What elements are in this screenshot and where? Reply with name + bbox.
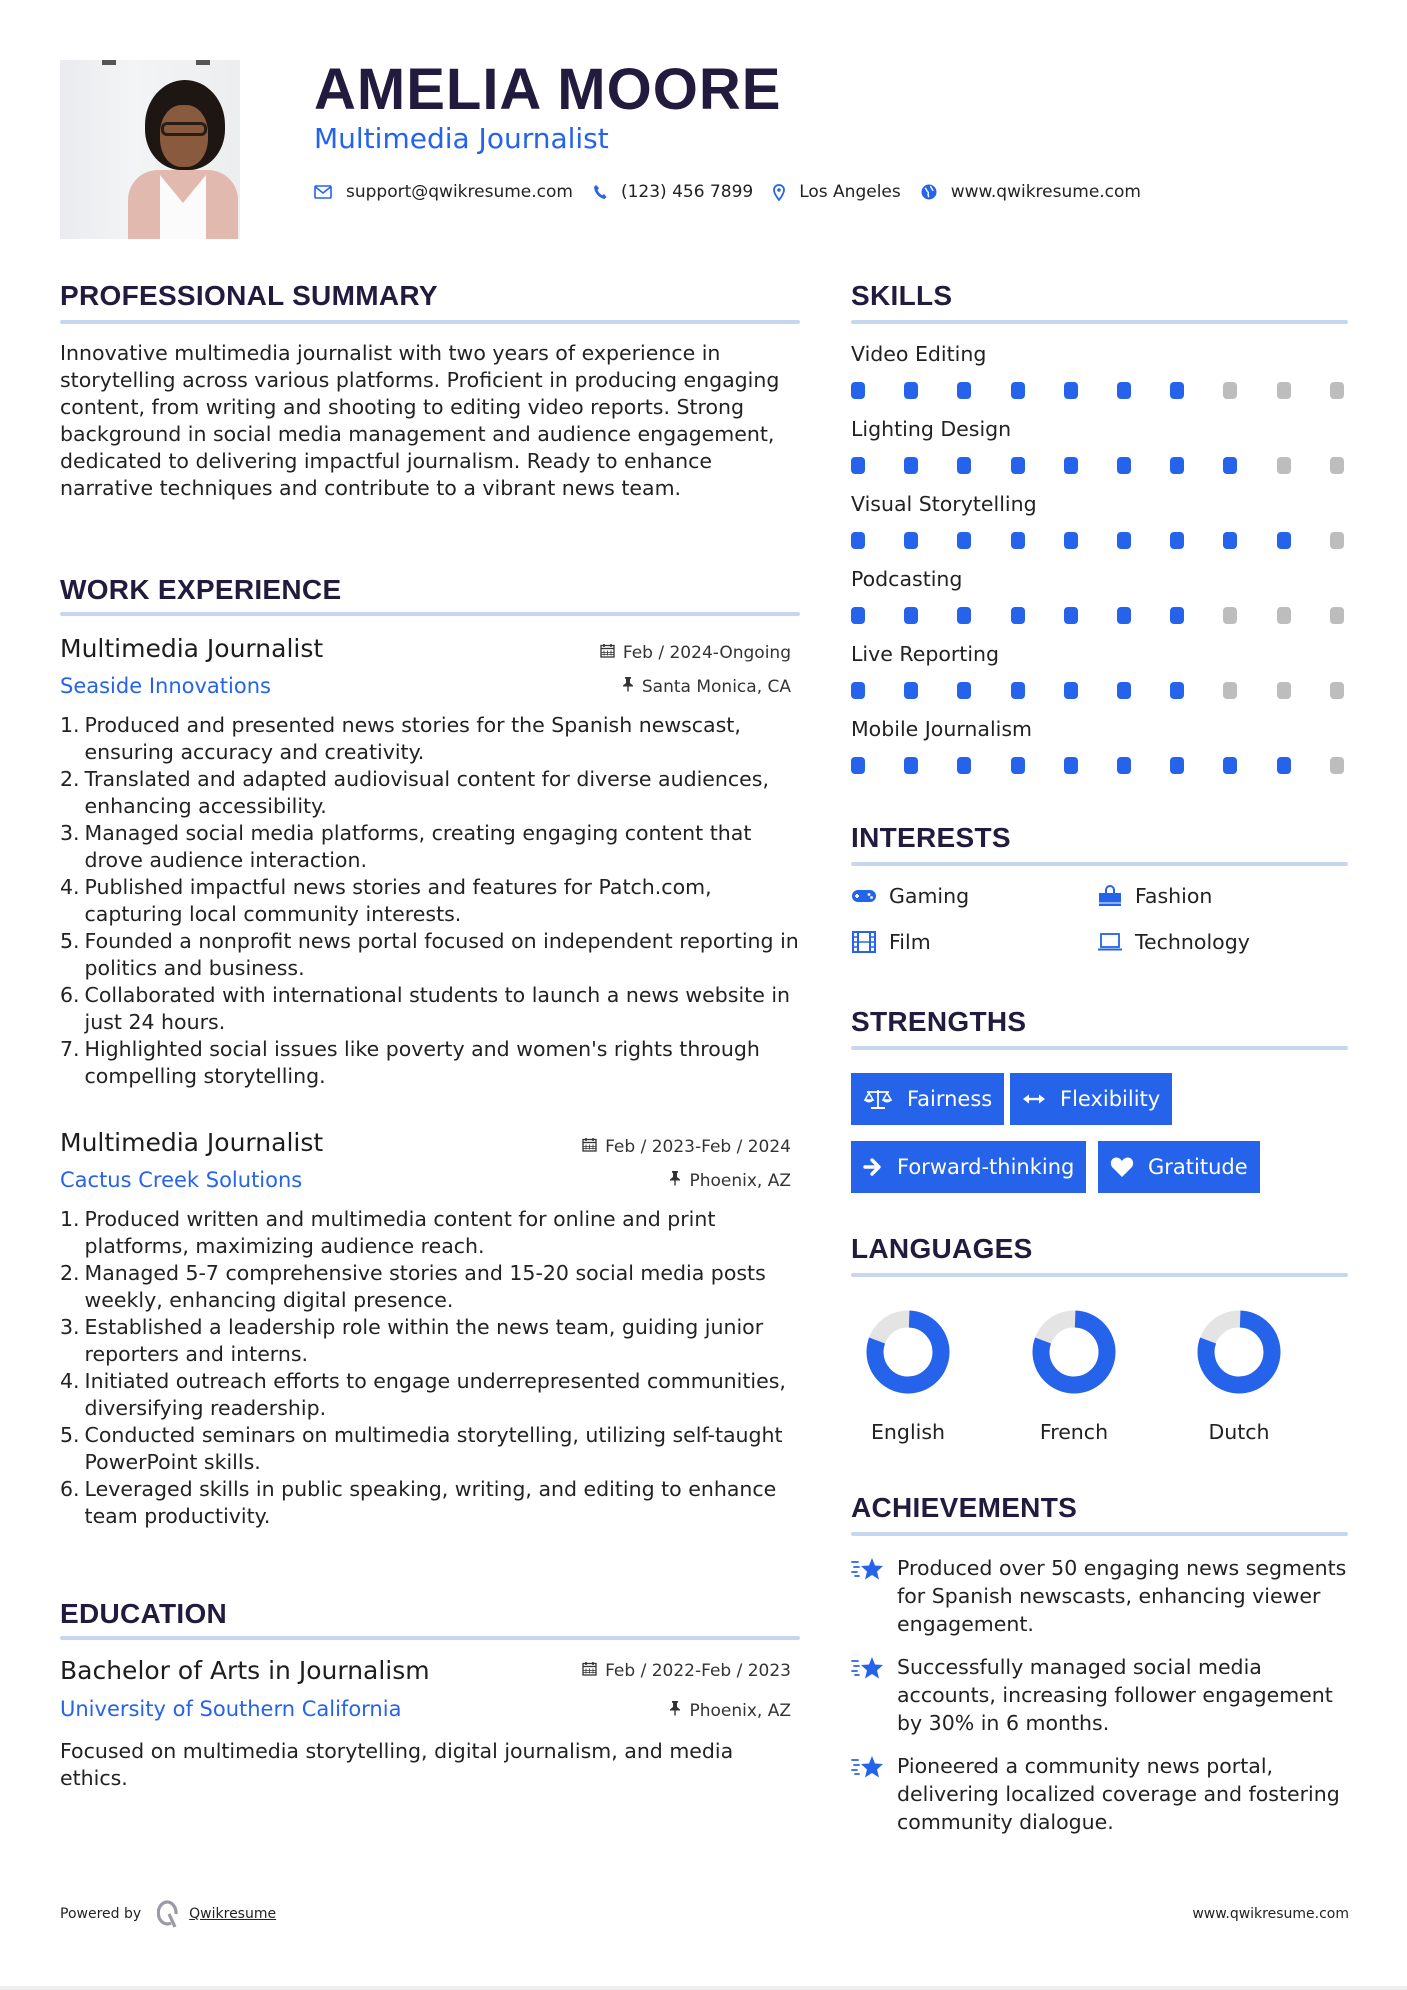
rating-dot-filled (1064, 607, 1078, 624)
contact-bar (314, 180, 1161, 204)
arrow-right-icon (863, 1157, 883, 1177)
rating-dot-filled (851, 532, 865, 549)
heart-icon (1110, 1156, 1134, 1178)
language-label: English (870, 1420, 946, 1444)
list-item: 6. Leveraged skills in public speaking, writing, and editing to enhance team productivity. (60, 1477, 777, 1528)
language-donut-chart (1197, 1310, 1281, 1394)
section-title-strengths: STRENGTHS (851, 1006, 1027, 1037)
rating-dot-filled (904, 757, 918, 774)
contact-phone[interactable]: (123) 456 7899 (593, 182, 753, 202)
company-name: Seaside Innovations (60, 674, 271, 698)
job-title: Multimedia Journalist (60, 1128, 324, 1157)
section-divider (60, 612, 800, 616)
section-divider (60, 320, 800, 324)
skill-label: Live Reporting (851, 642, 1000, 666)
rating-dot-filled (1170, 607, 1184, 624)
rating-dot-filled (1223, 532, 1237, 549)
arrows-horizontal-icon (1022, 1092, 1046, 1106)
laptop-icon (1097, 931, 1123, 953)
achievement-item (851, 1653, 1351, 1737)
interest-fashion: Fashion (1097, 884, 1212, 908)
skill-rating (851, 607, 1351, 623)
skill-rating (851, 757, 1351, 773)
rating-dot-filled (1011, 757, 1025, 774)
qwikresume-logo-icon (157, 1900, 179, 1928)
rating-dot-filled (1011, 382, 1025, 399)
rating-dot-empty (1330, 532, 1344, 549)
skill-label: Video Editing (851, 342, 987, 366)
rating-dot-empty (1277, 607, 1291, 624)
skill-label: Podcasting (851, 567, 963, 591)
rating-dot-filled (1064, 532, 1078, 549)
job-location: Santa Monica, CA (622, 676, 791, 698)
list-item: 1. Produced written and multimedia content for online and print platforms, maximizing audience reach. (60, 1207, 716, 1258)
rating-dot-filled (1011, 682, 1025, 699)
rating-dot-empty (1277, 457, 1291, 474)
rating-dot-filled (957, 682, 971, 699)
section-divider (60, 1636, 800, 1640)
language-item (1024, 1310, 1124, 1444)
rating-dot-filled (1117, 457, 1131, 474)
language-donut-chart (1032, 1310, 1116, 1394)
list-item: 2. Managed 5-7 comprehensive stories and 15-20 social media posts weekly, enhancing digital presence. (60, 1261, 766, 1312)
rating-dot-empty (1223, 607, 1237, 624)
rating-dot-filled (1117, 682, 1131, 699)
rating-dot-filled (851, 682, 865, 699)
job-duties-list (60, 712, 800, 1090)
section-divider (851, 1273, 1348, 1277)
school-name: University of Southern California (60, 1697, 402, 1721)
language-donut-chart (866, 1310, 950, 1394)
language-label: French (1039, 1420, 1109, 1444)
section-title-achievements: ACHIEVEMENTS (851, 1492, 1078, 1523)
interest-gaming: Gaming (851, 884, 969, 908)
contact-email[interactable]: support@qwikresume.com (314, 182, 573, 202)
job-duties-list (60, 1206, 800, 1530)
list-item: 4. Published impactful news stories and features for Patch.com, capturing local community interests. (60, 875, 712, 926)
rating-dot-filled (1223, 457, 1237, 474)
rating-dot-empty (1330, 682, 1344, 699)
degree-title: Bachelor of Arts in Journalism (60, 1656, 430, 1685)
skill-rating (851, 457, 1351, 473)
section-divider (851, 1532, 1348, 1536)
language-label: Dutch (1208, 1420, 1270, 1444)
envelope-icon (314, 185, 332, 199)
rating-dot-empty (1330, 382, 1344, 399)
rating-dot-filled (1064, 757, 1078, 774)
rating-dot-filled (904, 532, 918, 549)
job-location: Phoenix, AZ (669, 1170, 791, 1192)
rating-dot-filled (1117, 757, 1131, 774)
film-icon (851, 931, 877, 953)
rating-dot-filled (904, 682, 918, 699)
section-title-languages: LANGUAGES (851, 1233, 1033, 1264)
list-item: 3. Established a leadership role within the news team, guiding junior reporters and interns. (60, 1315, 764, 1366)
rating-dot-empty (1223, 682, 1237, 699)
list-item: 5. Founded a nonprofit news portal focused on independent reporting in politics and business. (60, 929, 799, 980)
rating-dot-empty (1223, 382, 1237, 399)
rating-dot-filled (851, 382, 865, 399)
interest-film: Film (851, 930, 931, 954)
achievement-text: Pioneered a community news portal, delivering localized coverage and fostering community dialogue. (897, 1754, 1340, 1834)
achievement-item (851, 1752, 1351, 1836)
rating-dot-filled (1011, 532, 1025, 549)
skill-label: Lighting Design (851, 417, 1012, 441)
rating-dot-filled (1117, 532, 1131, 549)
rating-dot-empty (1330, 607, 1344, 624)
achievement-item (851, 1554, 1351, 1638)
rating-dot-filled (1117, 382, 1131, 399)
rating-dot-empty (1277, 682, 1291, 699)
pushpin-icon (669, 1700, 681, 1722)
list-item: 6. Collaborated with international students to launch a news website in just 24 hours. (60, 983, 791, 1034)
rating-dot-filled (957, 607, 971, 624)
section-title-education: EDUCATION (60, 1598, 228, 1629)
rating-dot-filled (1011, 607, 1025, 624)
strength-chip-gratitude: Gratitude (1098, 1141, 1260, 1193)
strength-chip-forward-thinking: Forward-thinking (851, 1141, 1086, 1193)
rating-dot-filled (1117, 607, 1131, 624)
rating-dot-filled (957, 457, 971, 474)
job-title: Multimedia Journalist (60, 634, 324, 663)
education-dates: Feb / 2022-Feb / 2023 (582, 1660, 791, 1682)
qwikresume-link[interactable]: Qwikresume (189, 1906, 277, 1922)
rating-dot-filled (1277, 532, 1291, 549)
language-item (1189, 1310, 1289, 1444)
job-dates: Feb / 2024-Ongoing (600, 642, 791, 664)
summary-text: Innovative multimedia journalist with two years of experience in storytelling across various platforms. Proficient in producing engaging content, from writing and shooting to editing video reports. Strong background in social media management and audience engagement, dedicated to delivering impactful journalism. Ready to enhance narrative techniques and contribute to a vibrant news team. (60, 341, 780, 500)
rating-dot-filled (1223, 757, 1237, 774)
footer-powered-by: Powered by Qwikresume (60, 1900, 276, 1928)
rating-dot-filled (1277, 757, 1291, 774)
profile-photo (60, 60, 240, 239)
shooting-star-icon (851, 1554, 891, 1638)
candidate-name: AMELIA MOORE (314, 57, 782, 122)
contact-website[interactable]: www.qwikresume.com (921, 182, 1141, 202)
rating-dot-filled (957, 757, 971, 774)
calendar-icon (582, 1660, 597, 1682)
page-bottom-edge (0, 1986, 1407, 1990)
pushpin-icon (622, 676, 634, 698)
section-divider (851, 862, 1348, 866)
candidate-role: Multimedia Journalist (314, 122, 609, 155)
list-item: 5. Conducted seminars on multimedia storytelling, utilizing self-taught PowerPoint skills. (60, 1423, 783, 1474)
rating-dot-filled (851, 607, 865, 624)
calendar-icon (600, 642, 615, 664)
skill-label: Mobile Journalism (851, 717, 1033, 741)
section-divider (851, 1046, 1348, 1050)
list-item: 1. Produced and presented news stories for the Spanish newscast, ensuring accuracy and creativity. (60, 713, 741, 764)
pushpin-icon (669, 1170, 681, 1192)
contact-location: Los Angeles (773, 182, 901, 202)
rating-dot-empty (1277, 382, 1291, 399)
rating-dot-filled (1170, 457, 1184, 474)
footer-website-link[interactable]: www.qwikresume.com (1192, 1906, 1349, 1922)
calendar-icon (582, 1136, 597, 1158)
list-item: 3. Managed social media platforms, creating engaging content that drove audience interaction. (60, 821, 752, 872)
skill-rating (851, 382, 1351, 398)
globe-icon (921, 184, 937, 200)
section-divider (851, 320, 1348, 324)
section-title-experience: WORK EXPERIENCE (60, 574, 342, 605)
phone-icon (593, 184, 607, 200)
strength-chip-flexibility: Flexibility (1010, 1073, 1172, 1125)
rating-dot-filled (1170, 382, 1184, 399)
section-title-skills: SKILLS (851, 280, 953, 311)
balance-scale-icon (863, 1088, 893, 1110)
achievement-text: Successfully managed social media accounts, increasing follower engagement by 30% in 6 months. (897, 1655, 1333, 1735)
shooting-star-icon (851, 1653, 891, 1737)
rating-dot-filled (1064, 682, 1078, 699)
rating-dot-filled (904, 607, 918, 624)
rating-dot-filled (1170, 532, 1184, 549)
education-description: Focused on multimedia storytelling, digital journalism, and media ethics. (60, 1739, 734, 1790)
language-item (858, 1310, 958, 1444)
skill-label: Visual Storytelling (851, 492, 1037, 516)
rating-dot-filled (957, 532, 971, 549)
education-location: Phoenix, AZ (669, 1700, 791, 1722)
rating-dot-filled (851, 757, 865, 774)
section-title-interests: INTERESTS (851, 822, 1011, 853)
list-item: 7. Highlighted social issues like poverty and women's rights through compelling storytelling. (60, 1037, 760, 1088)
rating-dot-filled (1064, 457, 1078, 474)
strength-chip-fairness: Fairness (851, 1073, 1004, 1125)
rating-dot-empty (1330, 757, 1344, 774)
rating-dot-filled (904, 382, 918, 399)
shooting-star-icon (851, 1752, 891, 1836)
interest-technology: Technology (1097, 930, 1250, 954)
rating-dot-filled (957, 382, 971, 399)
rating-dot-empty (1330, 457, 1344, 474)
rating-dot-filled (851, 457, 865, 474)
section-title-summary: PROFESSIONAL SUMMARY (60, 280, 438, 311)
skill-rating (851, 532, 1351, 548)
achievement-text: Produced over 50 engaging news segments for Spanish newscasts, enhancing viewer engagement. (897, 1556, 1347, 1636)
job-dates: Feb / 2023-Feb / 2024 (582, 1136, 791, 1158)
gamepad-icon (851, 885, 877, 907)
map-pin-icon (773, 184, 785, 201)
rating-dot-filled (1064, 382, 1078, 399)
list-item: 4. Initiated outreach efforts to engage underrepresented communities, diversifying readership. (60, 1369, 786, 1420)
rating-dot-filled (1011, 457, 1025, 474)
skill-rating (851, 682, 1351, 698)
shopping-bag-icon (1097, 885, 1123, 907)
list-item: 2. Translated and adapted audiovisual content for diverse audiences, enhancing accessibility. (60, 767, 769, 818)
rating-dot-filled (904, 457, 918, 474)
rating-dot-filled (1170, 757, 1184, 774)
rating-dot-filled (1170, 682, 1184, 699)
company-name: Cactus Creek Solutions (60, 1168, 303, 1192)
